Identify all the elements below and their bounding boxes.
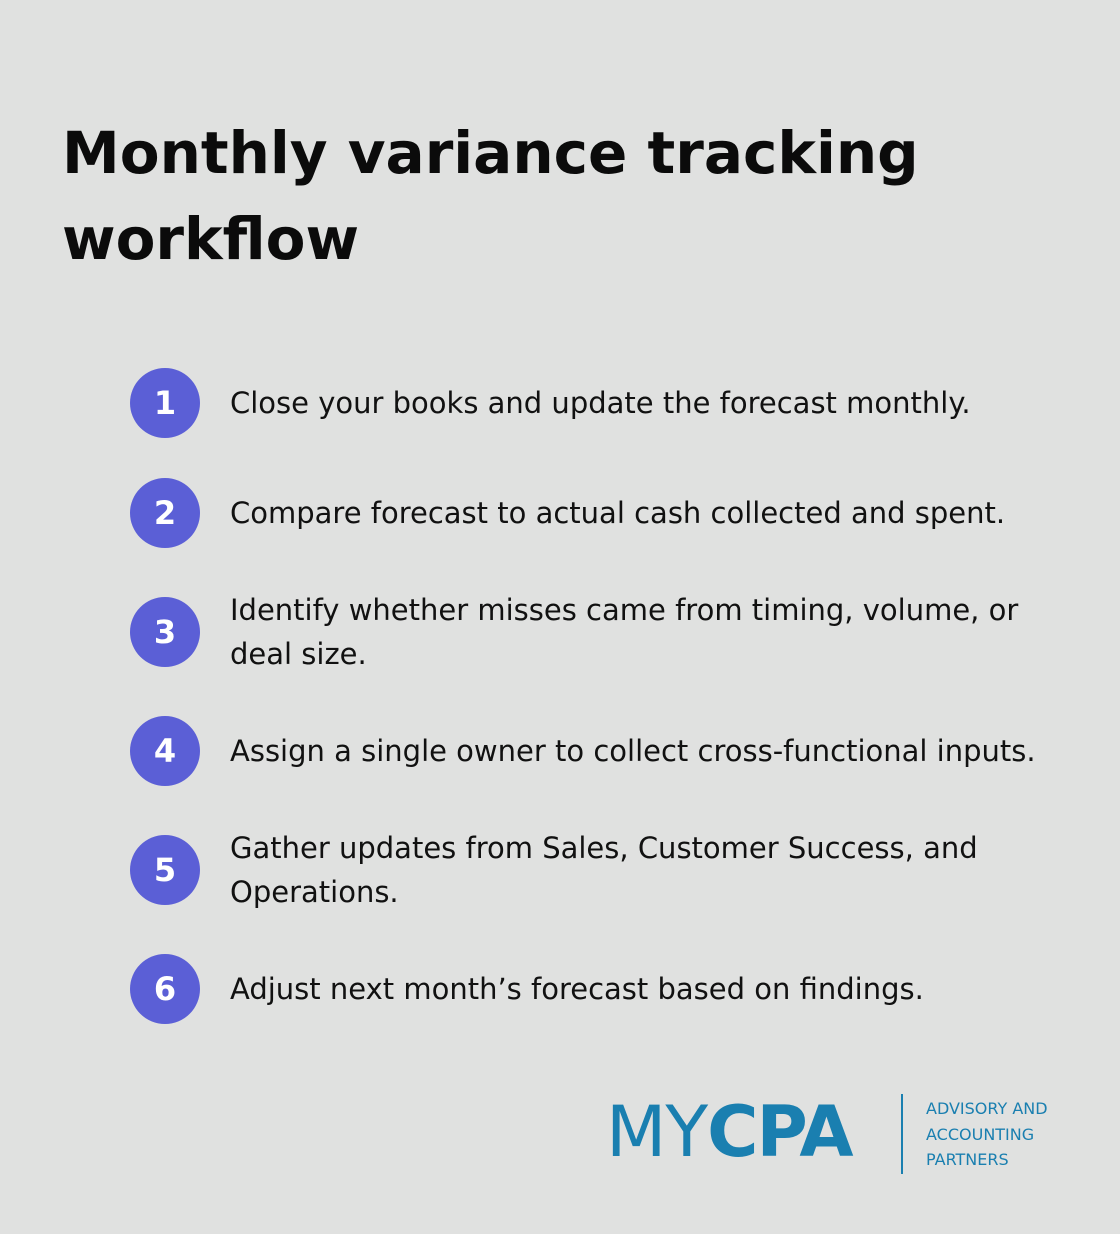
logo-prefix: MY — [606, 1091, 708, 1173]
logo-tagline-line: PARTNERS — [926, 1150, 1009, 1169]
step-text: Assign a single owner to collect cross-functional inputs. — [230, 734, 1036, 768]
step-text: Identify whether misses came from timing, volume, or deal size. — [230, 593, 1019, 671]
page-title: Monthly variance tracking workflow — [62, 119, 919, 273]
step-number-badge: 6 — [130, 954, 200, 1024]
logo-divider — [901, 1094, 903, 1174]
step-text: Gather updates from Sales, Customer Success, and Operations. — [230, 831, 978, 909]
step-number-badge: 4 — [130, 716, 200, 786]
mycpa-logo — [606, 1092, 1076, 1176]
step-2 — [130, 478, 1090, 548]
step-4 — [130, 716, 1090, 786]
logo-name: CPA — [707, 1091, 852, 1173]
step-6 — [130, 954, 1090, 1024]
step-1 — [130, 368, 1090, 438]
step-5 — [130, 826, 1090, 914]
logo-tagline-line: ADVISORY AND — [926, 1099, 1048, 1118]
step-text: Close your books and update the forecast monthly. — [230, 386, 971, 420]
logo-tagline-line: ACCOUNTING — [926, 1124, 1035, 1144]
step-number-badge: 5 — [130, 835, 200, 905]
step-number-badge: 3 — [130, 597, 200, 667]
step-text: Compare forecast to actual cash collected and spent. — [230, 496, 1006, 530]
step-number-badge: 1 — [130, 368, 200, 438]
logo-tagline — [926, 1096, 1048, 1173]
logo-wordmark — [606, 1091, 852, 1173]
step-text: Adjust next month’s forecast based on findings. — [230, 972, 924, 1006]
step-3 — [130, 588, 1090, 676]
step-number-badge: 2 — [130, 478, 200, 548]
